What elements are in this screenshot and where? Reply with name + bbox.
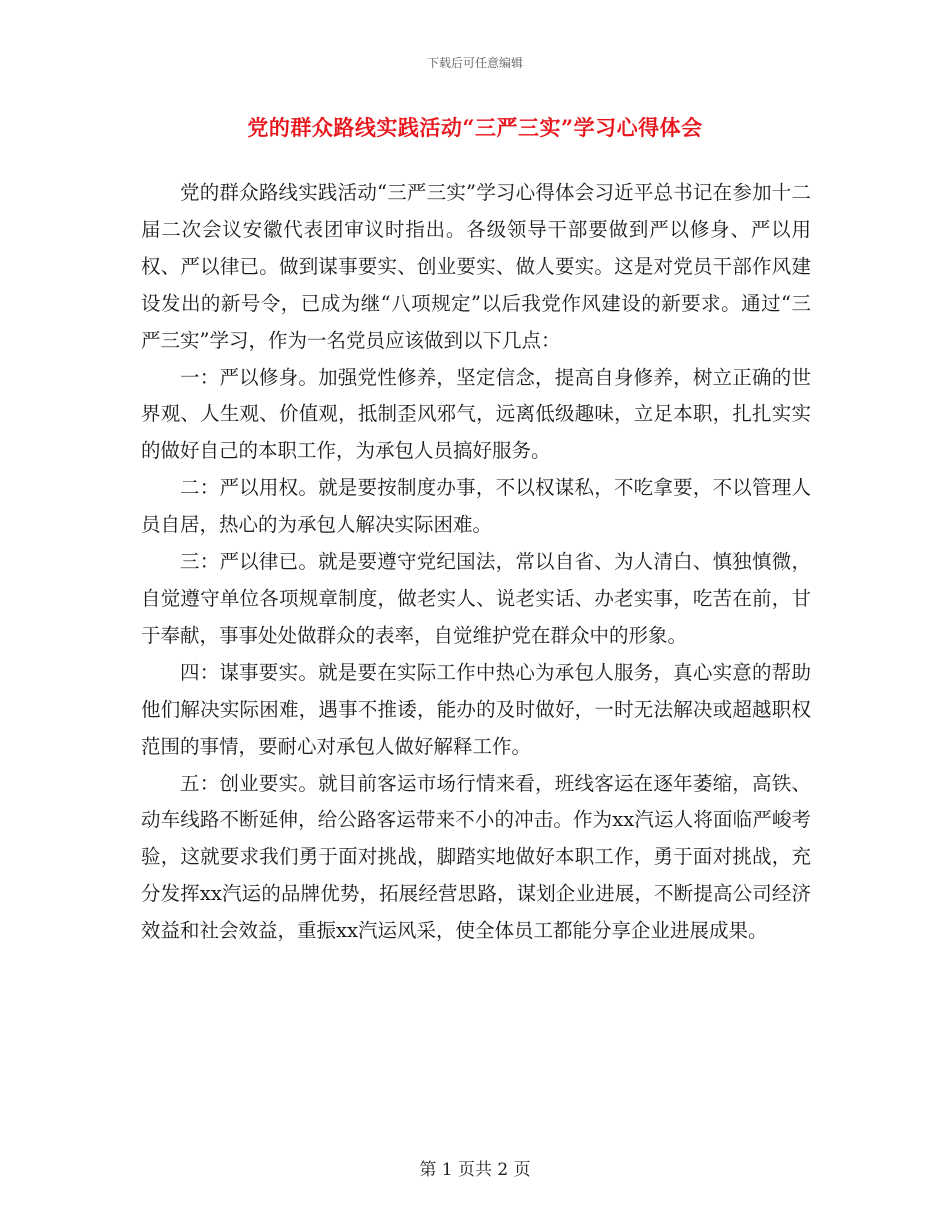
paragraph-point-2: 二：严以用权。就是要按制度办事，不以权谋私，不吃拿要，不以管理人员自居，热心的为承包人解决实际困难。: [141, 476, 811, 537]
paragraph-point-1: 一：严以修身。加强党性修养，坚定信念，提高自身修养，树立正确的世界观、人生观、价值观，抵制歪风邪气，远离低级趣味，立足本职，扎扎实实的做好自己的本职工作，为承包人员搞好服务。: [141, 365, 811, 463]
document-body: [141, 175, 811, 950]
paragraph-point-3: 三：严以律已。就是要遵守党纪国法，常以自省、为人清白、慎独慎微，自觉遵守单位各项规章制度，做老实人、说老实话、办老实事，吃苦在前，甘于奉献，事事处处做群众的表率，自觉维护党在群众中的形象。: [141, 550, 811, 647]
paragraph-point-4: 四：谋事要实。就是要在实际工作中热心为承包人服务，真心实意的帮助他们解决实际困难，遇事不推诿，能办的及时做好，一时无法解决或超越职权范围的事情，要耐心对承包人做好解释工作。: [141, 660, 811, 758]
document-title: 党的群众路线实践活动“三严三实”学习心得体会: [247, 115, 703, 140]
paragraph-intro: 党的群众路线实践活动“三严三实”学习心得体会习近平总书记在参加十二届二次会议安徽代表团审议时指出。各级领导干部要做到严以修身、严以用权、严以律已。做到谋事要实、创业要实、做人要实。这是对党员干部作风建设发出的新号令，已成为继“八项规定”以后我党作风建设的新要求。通过“三严三实”学习，作为一名党员应该做到以下几点：: [141, 181, 811, 352]
paragraph-point-5: 五：创业要实。就目前客运市场行情来看，班线客运在逐年萎缩，高铁、动车线路不断延伸，给公路客运带来不小的冲击。作为xx汽运人将面临严峻考验，这就要求我们勇于面对挑战，脚踏实地做好本职工作，勇于面对挑战，充分发挥xx汽运的品牌优势，拓展经营思路，谋划企业进展，不断提高公司经济效益和社会效益，重振xx汽运风采，使全体员工都能分享企业进展成果。: [141, 771, 811, 943]
header-note: 下载后可任意编辑: [426, 56, 523, 70]
page-number: 第 1 页共 2 页: [419, 1160, 531, 1180]
